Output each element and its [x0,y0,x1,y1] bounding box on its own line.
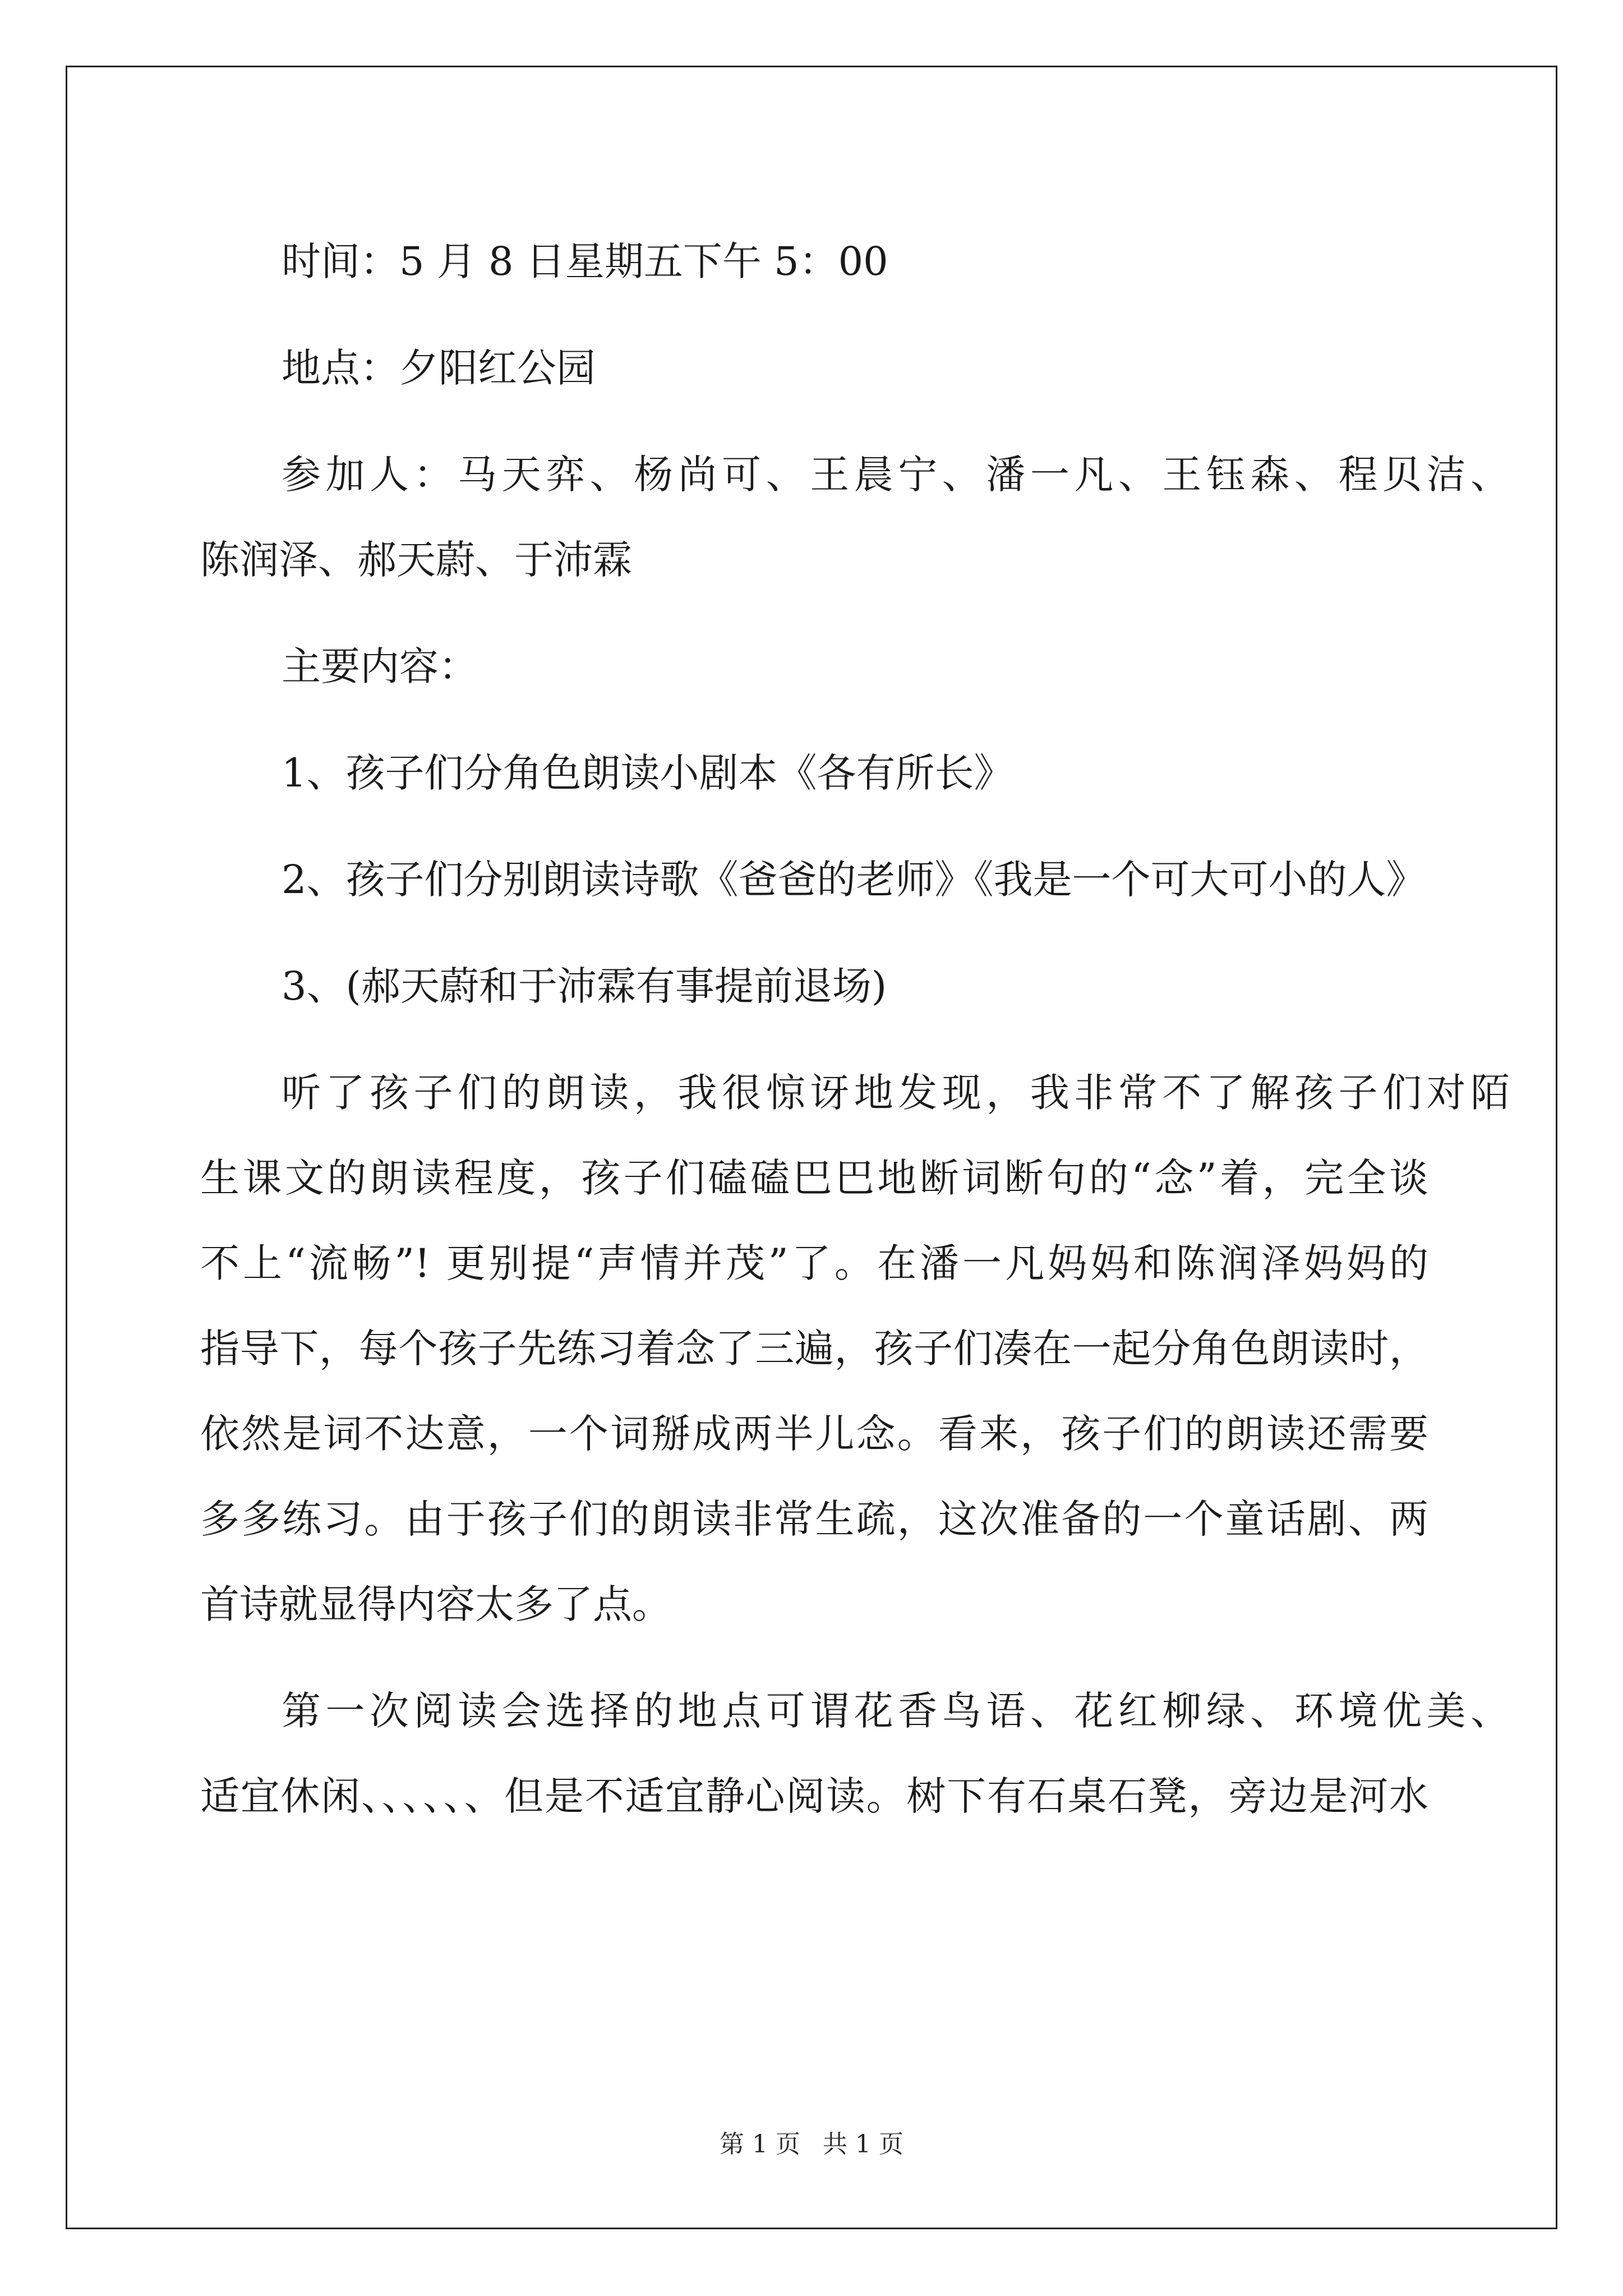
list-item-1: 1、孩子们分角色朗读小剧本《各有所长》 [282,750,1013,796]
list-item-3: 3、(郝天蔚和于沛霖有事提前退场) [282,963,887,1009]
main-content-heading: 主要内容： [282,643,478,689]
page-number-total: 共 1 页 [823,2130,903,2159]
paragraph-1-line-2: 生课文的朗读程度，孩子们磕磕巴巴地断词断句的“念”着，完全谈 [200,1155,1428,1201]
paragraph-1-line-5: 依然是词不达意，一个词掰成两半儿念。看来，孩子们的朗读还需要 [200,1411,1428,1457]
paragraph-1-line-7: 首诗就显得内容太多了点。 [200,1581,671,1627]
paragraph-1-line-4: 指导下，每个孩子先练习着念了三遍，孩子们凑在一起分角色朗读时， [200,1326,1428,1372]
document-body [200,219,1510,1839]
meeting-place: 地点：夕阳红公园 [282,345,596,391]
paragraph-1-line-3: 不上“流畅”! 更别提“声情并茂”了。在潘一凡妈妈和陈润泽妈妈的 [200,1240,1428,1286]
page-footer [0,2129,1623,2160]
paragraph-2-line-1: 第一次阅读会选择的地点可谓花香鸟语、花红柳绿、环境优美、 [282,1688,1510,1734]
page-number-current: 第 1 页 [720,2130,800,2159]
meeting-time: 时间：5 月 8 日星期五下午 5：00 [282,238,888,284]
list-item-2: 2、孩子们分别朗读诗歌《爸爸的老师》《我是一个可大可小的人》 [282,857,1426,903]
paragraph-1-line-6: 多多练习。由于孩子们的朗读非常生疏，这次准备的一个童话剧、两 [200,1496,1428,1542]
participants-line-1: 参加人：马天弈、杨尚可、王晨宁、潘一凡、王钰森、程贝洁、 [282,452,1510,498]
paragraph-1-line-1: 听了孩子们的朗读，我很惊讶地发现，我非常不了解孩子们对陌 [282,1070,1510,1116]
paragraph-2-line-2: 适宜休闲、、、、、、但是不适宜静心阅读。树下有石桌石凳，旁边是河水 [200,1773,1428,1819]
participants-line-2: 陈润泽、郝天蔚、于沛霖 [200,537,632,583]
